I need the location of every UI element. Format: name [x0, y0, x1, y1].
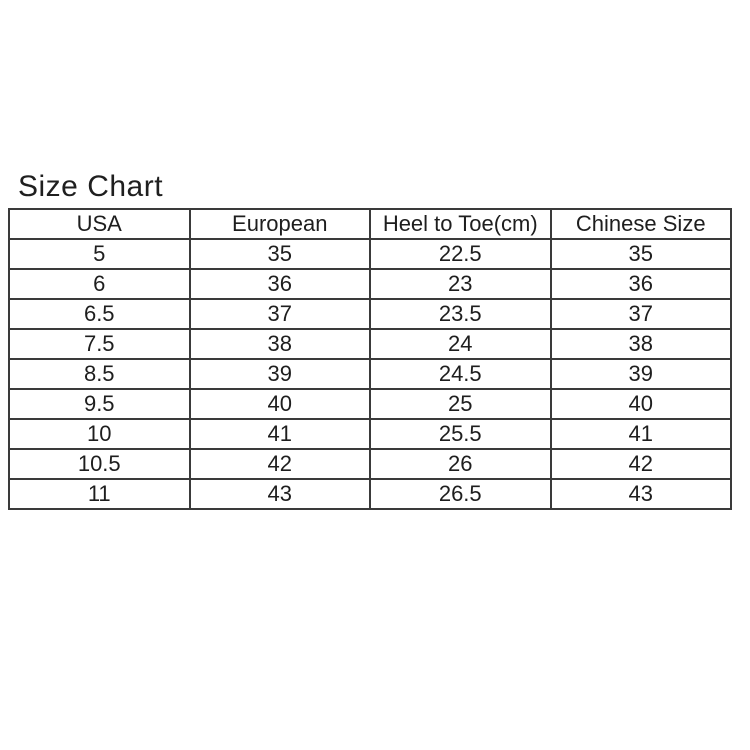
table-cell: 24.5: [370, 359, 551, 389]
table-cell: 23.5: [370, 299, 551, 329]
table-cell: 39: [551, 359, 732, 389]
header-row: [9, 209, 731, 239]
table-row: [9, 239, 731, 269]
table-cell: 37: [551, 299, 732, 329]
table-row: [9, 359, 731, 389]
table-cell: 6.5: [9, 299, 190, 329]
table-row: [9, 269, 731, 299]
table-cell: 40: [190, 389, 371, 419]
table-cell: 39: [190, 359, 371, 389]
table-cell: 5: [9, 239, 190, 269]
table-cell: 38: [190, 329, 371, 359]
table-cell: 10: [9, 419, 190, 449]
table-cell: 42: [551, 449, 732, 479]
table-header: [9, 209, 731, 239]
table-cell: 40: [551, 389, 732, 419]
table-body: [9, 239, 731, 509]
table-cell: 42: [190, 449, 371, 479]
table-row: [9, 479, 731, 509]
table-cell: 36: [190, 269, 371, 299]
table-cell: 7.5: [9, 329, 190, 359]
table-row: [9, 419, 731, 449]
table-cell: 43: [190, 479, 371, 509]
table-cell: 25: [370, 389, 551, 419]
column-header-chinese-size: Chinese Size: [551, 209, 732, 239]
table-cell: 23: [370, 269, 551, 299]
table-cell: 26.5: [370, 479, 551, 509]
table-cell: 24: [370, 329, 551, 359]
table-cell: 35: [190, 239, 371, 269]
size-chart-table: [8, 208, 732, 510]
table-cell: 22.5: [370, 239, 551, 269]
table-row: [9, 299, 731, 329]
table-cell: 38: [551, 329, 732, 359]
table-cell: 25.5: [370, 419, 551, 449]
column-header-usa: USA: [9, 209, 190, 239]
table-cell: 41: [190, 419, 371, 449]
column-header-european: European: [190, 209, 371, 239]
table-cell: 8.5: [9, 359, 190, 389]
table-row: [9, 389, 731, 419]
table-cell: 37: [190, 299, 371, 329]
table-cell: 11: [9, 479, 190, 509]
table-cell: 35: [551, 239, 732, 269]
page-title: Size Chart: [18, 170, 164, 203]
table-cell: 41: [551, 419, 732, 449]
table-cell: 6: [9, 269, 190, 299]
table-cell: 10.5: [9, 449, 190, 479]
table-cell: 43: [551, 479, 732, 509]
table-cell: 9.5: [9, 389, 190, 419]
table-cell: 26: [370, 449, 551, 479]
column-header-heel-to-toe: Heel to Toe(cm): [370, 209, 551, 239]
table-row: [9, 329, 731, 359]
table-cell: 36: [551, 269, 732, 299]
table-row: [9, 449, 731, 479]
